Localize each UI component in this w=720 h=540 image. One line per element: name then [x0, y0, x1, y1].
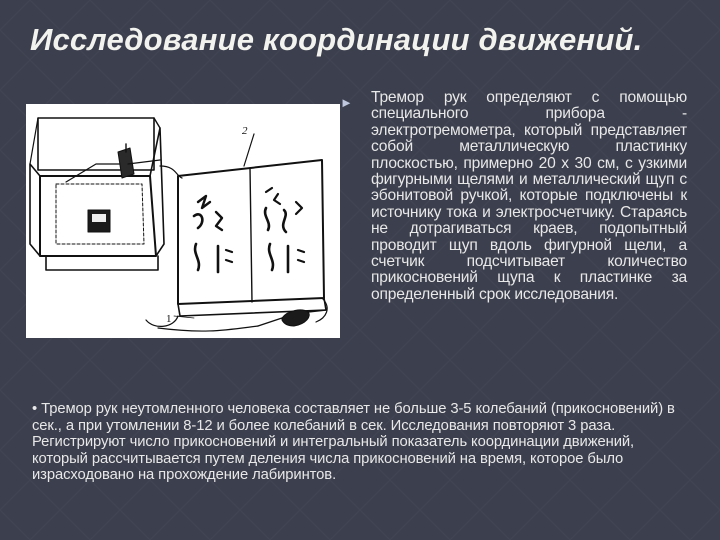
bottom-paragraph: • Тремор рук неутомленного человека составляет не больше 3-5 колебаний (прикосновений) в сек., а при утомлении 8-12 и более колебаний в сек. Исследования повторяют 3 раза. Регистрируют число прикосновений и интегральный показатель координации движений, который рассчитывается путем деления числа прикосновений на время, которое было израсходовано на прохождение лабиринтов. [32, 401, 675, 483]
electrotremometer-figure [26, 104, 340, 338]
figure-label-2: 2 [242, 125, 248, 137]
bullet-arrow-icon: ► [340, 95, 353, 110]
figure-label-1: 1 [166, 313, 172, 325]
device-illustration [26, 104, 340, 338]
right-paragraph: Тремор рук определяют с помощью специального прибора - электротремометра, который представляет собой металлическую пластинку плоскостью, примерно 20 х 30 см, с узкими фигурными щелями и металлический щуп с эбонитовой ручкой, которые подключены к источнику тока и электросчетчику. Стараясь не дотрагиваться краев, подопытный проводит щуп вдоль фигурной щели, а счетчик подсчитывает количество прикосновений щупа к пластинке за определенный срок исследования. [371, 89, 687, 303]
slide-title: Исследование координации движений. [30, 22, 643, 57]
